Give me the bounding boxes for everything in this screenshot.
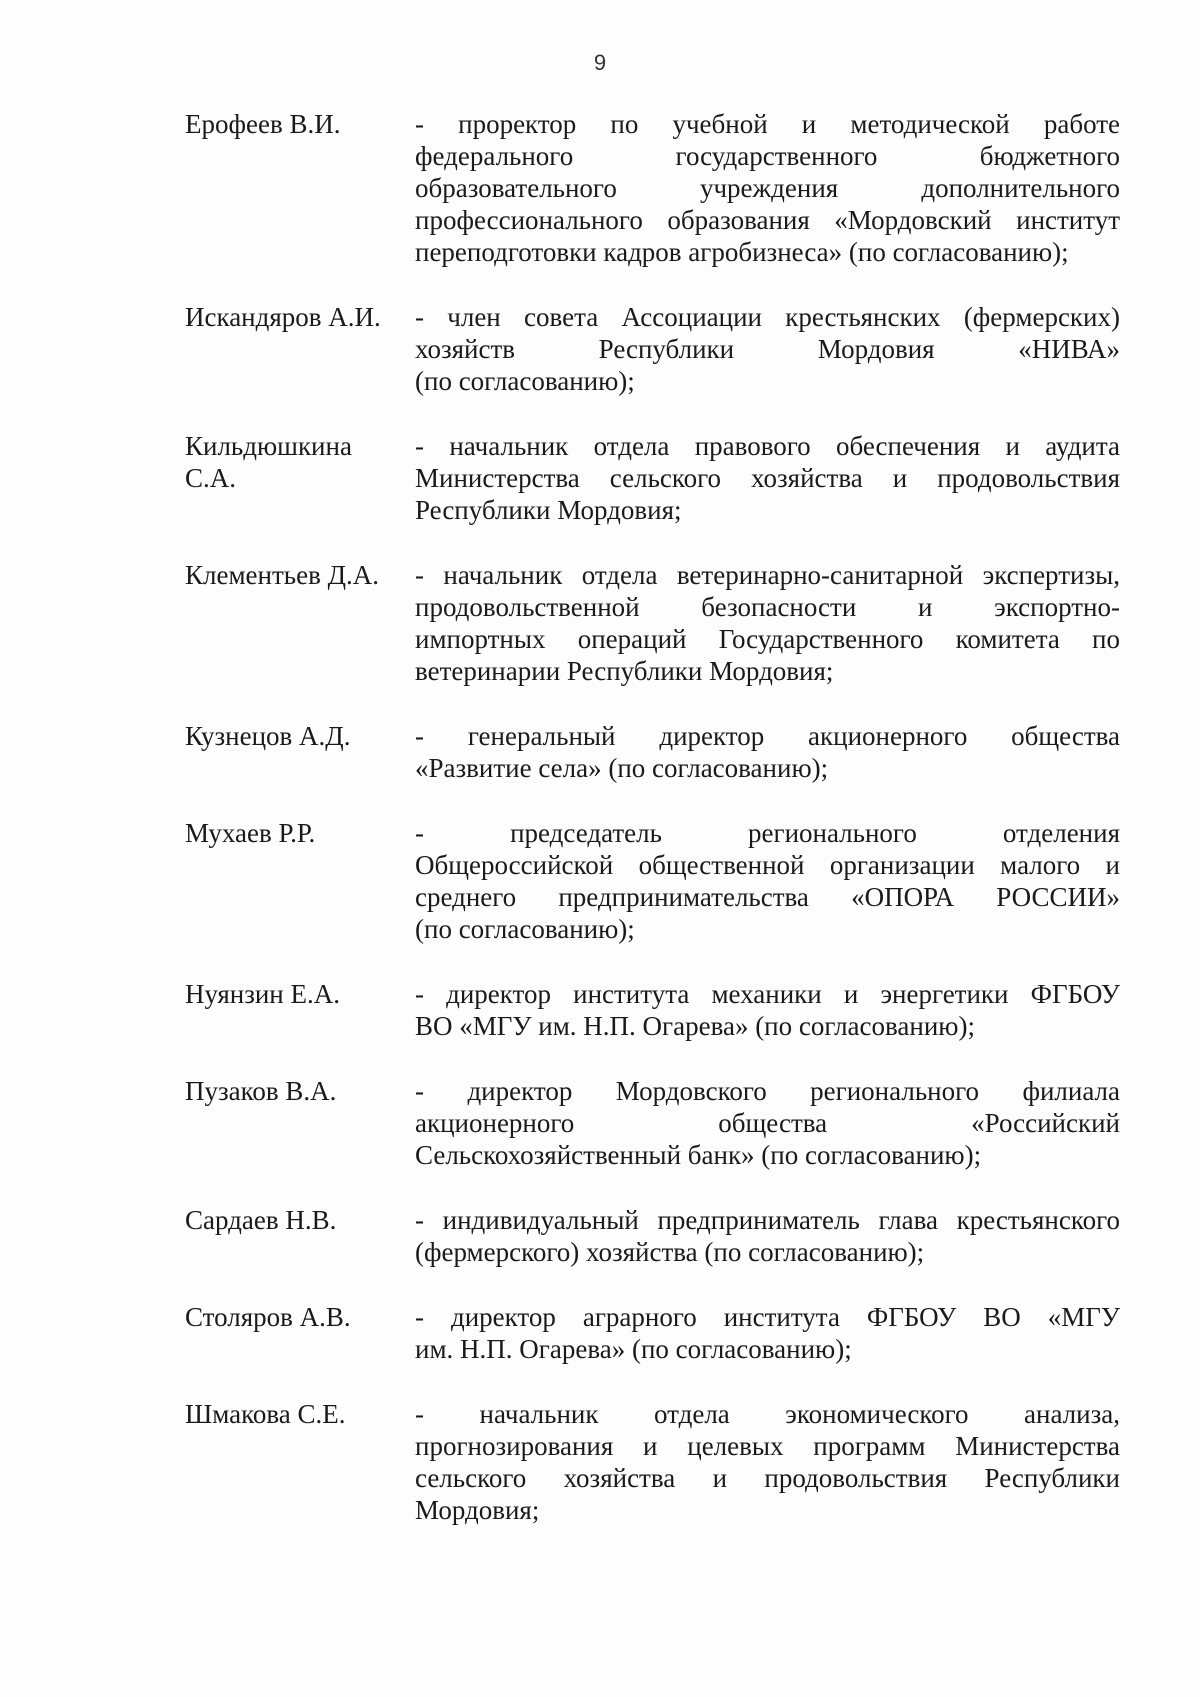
member-position <box>415 1204 1120 1268</box>
member-position <box>415 559 1120 687</box>
position-line: (фермерского) хозяйства (по согласованию); <box>415 1237 925 1267</box>
position-line: им. Н.П. Огарева» (по согласованию); <box>415 1334 852 1364</box>
member-position <box>415 1398 1120 1526</box>
member-entry <box>185 430 1120 526</box>
member-position <box>415 301 1120 397</box>
position-line: среднего предпринимательства «ОПОРА РОССИИ» <box>415 882 1120 912</box>
member-position <box>415 108 1120 268</box>
position-line: хозяйств Республики Мордовия «НИВА» <box>415 334 1120 364</box>
member-name: Мухаев Р.Р. <box>185 818 316 848</box>
member-entry <box>185 817 1120 945</box>
position-line: - начальник отдела экономического анализа, <box>415 1399 1120 1429</box>
position-line: переподготовки кадров агробизнеса» (по согласованию); <box>415 237 1069 267</box>
member-entry <box>185 1075 1120 1171</box>
member-name: Ерофеев В.И. <box>185 109 341 139</box>
member-position <box>415 1301 1120 1365</box>
member-name: Сардаев Н.В. <box>185 1205 337 1235</box>
position-line: образовательного учреждения дополнительного <box>415 173 1120 203</box>
position-line: импортных операций Государственного комитета по <box>415 624 1120 654</box>
position-line: профессионального образования «Мордовский институт <box>415 205 1120 235</box>
member-entry <box>185 1204 1120 1268</box>
position-line: (по согласованию); <box>415 914 635 944</box>
position-line: прогнозирования и целевых программ Министерства <box>415 1431 1120 1461</box>
page-number: 9 <box>593 50 607 75</box>
member-position <box>415 1075 1120 1171</box>
member-entry <box>185 559 1120 687</box>
position-line: - председатель регионального отделения <box>415 818 1120 848</box>
position-line: продовольственной безопасности и экспортно- <box>415 592 1120 622</box>
position-line: сельского хозяйства и продовольствия Республики <box>415 1463 1120 1493</box>
member-list <box>185 108 1120 1559</box>
member-entry <box>185 301 1120 397</box>
position-line: «Развитие села» (по согласованию); <box>415 753 829 783</box>
position-line: - проректор по учебной и методической работе <box>415 109 1120 139</box>
member-name: Искандяров А.И. <box>185 302 381 332</box>
member-entry <box>185 1301 1120 1365</box>
member-name: Кузнецов А.Д. <box>185 721 351 751</box>
member-name: Столяров А.В. <box>185 1302 351 1332</box>
member-entry <box>185 1398 1120 1526</box>
position-line: федерального государственного бюджетного <box>415 141 1120 171</box>
position-line: (по согласованию); <box>415 366 635 396</box>
member-entry <box>185 720 1120 784</box>
position-line: - генеральный директор акционерного общества <box>415 721 1120 751</box>
position-line: - член совета Ассоциации крестьянских (фермерских) <box>415 302 1120 332</box>
member-position <box>415 430 1120 526</box>
position-line: Сельскохозяйственный банк» (по согласованию); <box>415 1140 982 1170</box>
position-line: - индивидуальный предприниматель глава крестьянского <box>415 1205 1120 1235</box>
member-position <box>415 817 1120 945</box>
position-line: акционерного общества «Российский <box>415 1108 1120 1138</box>
member-entry <box>185 978 1120 1042</box>
member-entry <box>185 108 1120 268</box>
member-position <box>415 978 1120 1042</box>
member-name: Кильдюшкина С.А. <box>185 431 352 493</box>
position-line: ВО «МГУ им. Н.П. Огарева» (по согласованию); <box>415 1011 975 1041</box>
position-line: - директор института механики и энергетики ФГБОУ <box>415 979 1120 1009</box>
position-line: ветеринарии Республики Мордовия; <box>415 656 834 686</box>
position-line: Республики Мордовия; <box>415 495 682 525</box>
position-line: - начальник отдела правового обеспечения и аудита <box>415 431 1120 461</box>
position-line: Мордовия; <box>415 1495 540 1525</box>
member-name: Клементьев Д.А. <box>185 560 379 590</box>
position-line: - начальник отдела ветеринарно-санитарной экспертизы, <box>415 560 1120 590</box>
member-name: Пузаков В.А. <box>185 1076 337 1106</box>
member-name: Нуянзин Е.А. <box>185 979 340 1009</box>
member-position <box>415 720 1120 784</box>
position-line: Министерства сельского хозяйства и продовольствия <box>415 463 1120 493</box>
position-line: Общероссийской общественной организации малого и <box>415 850 1120 880</box>
position-line: - директор аграрного института ФГБОУ ВО «МГУ <box>415 1302 1120 1332</box>
position-line: - директор Мордовского регионального филиала <box>415 1076 1120 1106</box>
member-name: Шмакова С.Е. <box>185 1399 346 1429</box>
